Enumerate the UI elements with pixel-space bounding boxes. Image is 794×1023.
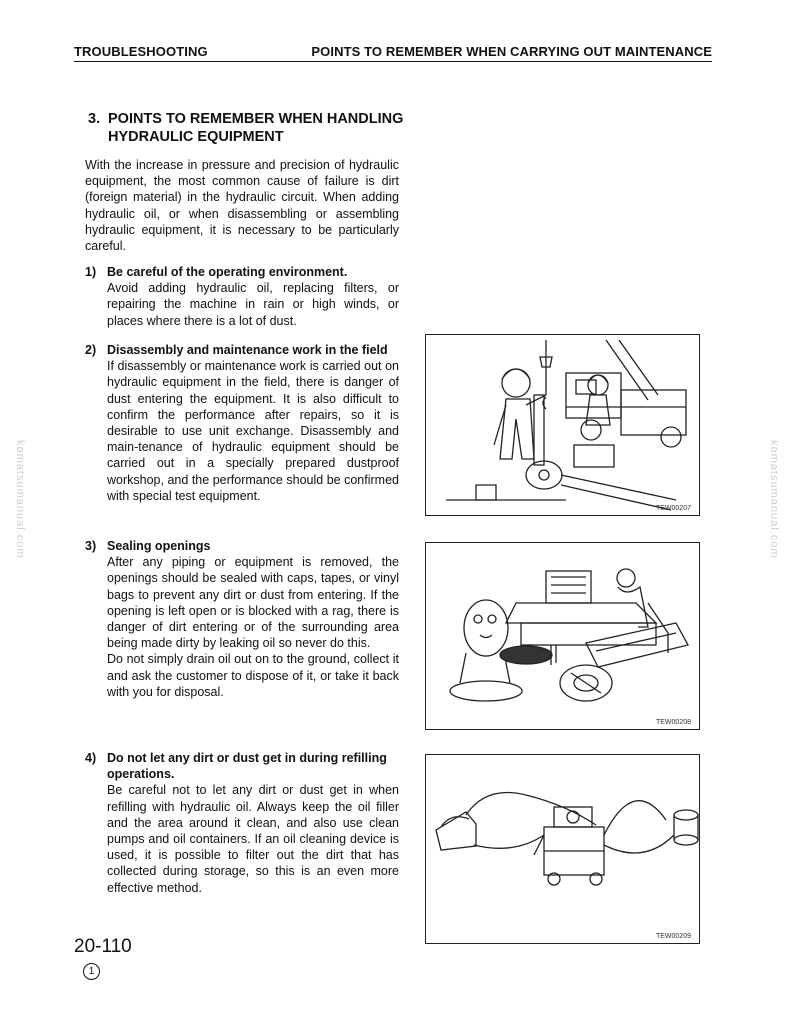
figure-oil-refilling xyxy=(425,754,700,944)
figure-caption: TEW00209 xyxy=(655,933,691,940)
watermark-right: komatsumanual.com xyxy=(768,440,780,559)
figure-caption: TEW00208 xyxy=(655,719,691,726)
item-title: Sealing openings xyxy=(107,539,211,553)
item-body: If disassembly or maintenance work is carried out on hydraulic equipment in the field, there is danger of dust entering the equipment. It is also difficult to confirm the performance after repairs, so it is desirable to use unit exchange. Disassembly and main-tenance of hydraulic equipment should be carried out in a specially prepared dustproof workshop, and the performance should be confirmed with special test equipment. xyxy=(107,359,399,503)
figure-sealing-openings xyxy=(425,542,700,730)
item-1 xyxy=(85,264,399,329)
item-body: Be careful not to let any dirt or dust get in when refilling with hydraulic oil. Always keep the oil filler and the area around it clean, and also use clean pumps and oil containers. If an oil cleaning device is used, it is possible to filter out the dirt that has collected during storage, so this is an even more effective method. xyxy=(107,783,399,895)
item-title: Do not let any dirt or dust get in during refilling operations. xyxy=(107,751,387,782)
item-body: Avoid adding hydraulic oil, replacing filters, or repairing the machine in rain or high winds, or places where there is a lot of dust. xyxy=(107,281,399,328)
section-title-text: POINTS TO REMEMBER WHEN HANDLING HYDRAULIC EQUIPMENT xyxy=(108,111,404,145)
item-body-2: Do not simply drain oil out on to the ground, collect it and ask the customer to dispose of it, or take it back with you for disposal. xyxy=(107,652,399,699)
revision-mark: 1 xyxy=(83,963,100,980)
section-title xyxy=(88,110,408,146)
header-rule xyxy=(74,61,712,62)
figure-caption: TEW00207 xyxy=(655,505,691,512)
item-number: 3) xyxy=(85,539,97,553)
item-title: Disassembly and maintenance work in the field xyxy=(107,343,388,357)
item-2 xyxy=(85,342,399,504)
item-number: 2) xyxy=(85,343,97,357)
item-number: 1) xyxy=(85,265,97,279)
item-body: After any piping or equipment is removed, the openings should be sealed with caps, tapes, or vinyl bags to prevent any dirt or dust from entering. If the opening is left open or is blocked with a rag, there is danger of dirt entering or of the surrounding area being made dirty by leaking oil so never do this. xyxy=(107,555,399,651)
header-right: POINTS TO REMEMBER WHEN CARRYING OUT MAINTENANCE xyxy=(311,44,712,59)
section-number: 3. xyxy=(88,111,101,127)
field-maintenance-illustration xyxy=(426,335,699,515)
sealing-openings-illustration xyxy=(426,543,699,729)
intro-paragraph: With the increase in pressure and precision of hydraulic equipment, the most common cause of failure is dirt (foreign material) in the hydraulic circuit. When adding hydraulic oil, or when disassembling or assembling hydraulic equipment, it is necessary to be particularly careful. xyxy=(85,158,399,254)
oil-refilling-device-illustration xyxy=(426,755,699,943)
header-left: TROUBLESHOOTING xyxy=(74,44,208,59)
item-number: 4) xyxy=(85,751,97,765)
figure-field-maintenance xyxy=(425,334,700,516)
item-4 xyxy=(85,750,399,896)
item-title: Be careful of the operating environment. xyxy=(107,265,348,279)
item-3 xyxy=(85,538,399,700)
watermark-left: komatsumanual.com xyxy=(14,440,26,559)
page-number: 20-110 xyxy=(74,936,132,957)
